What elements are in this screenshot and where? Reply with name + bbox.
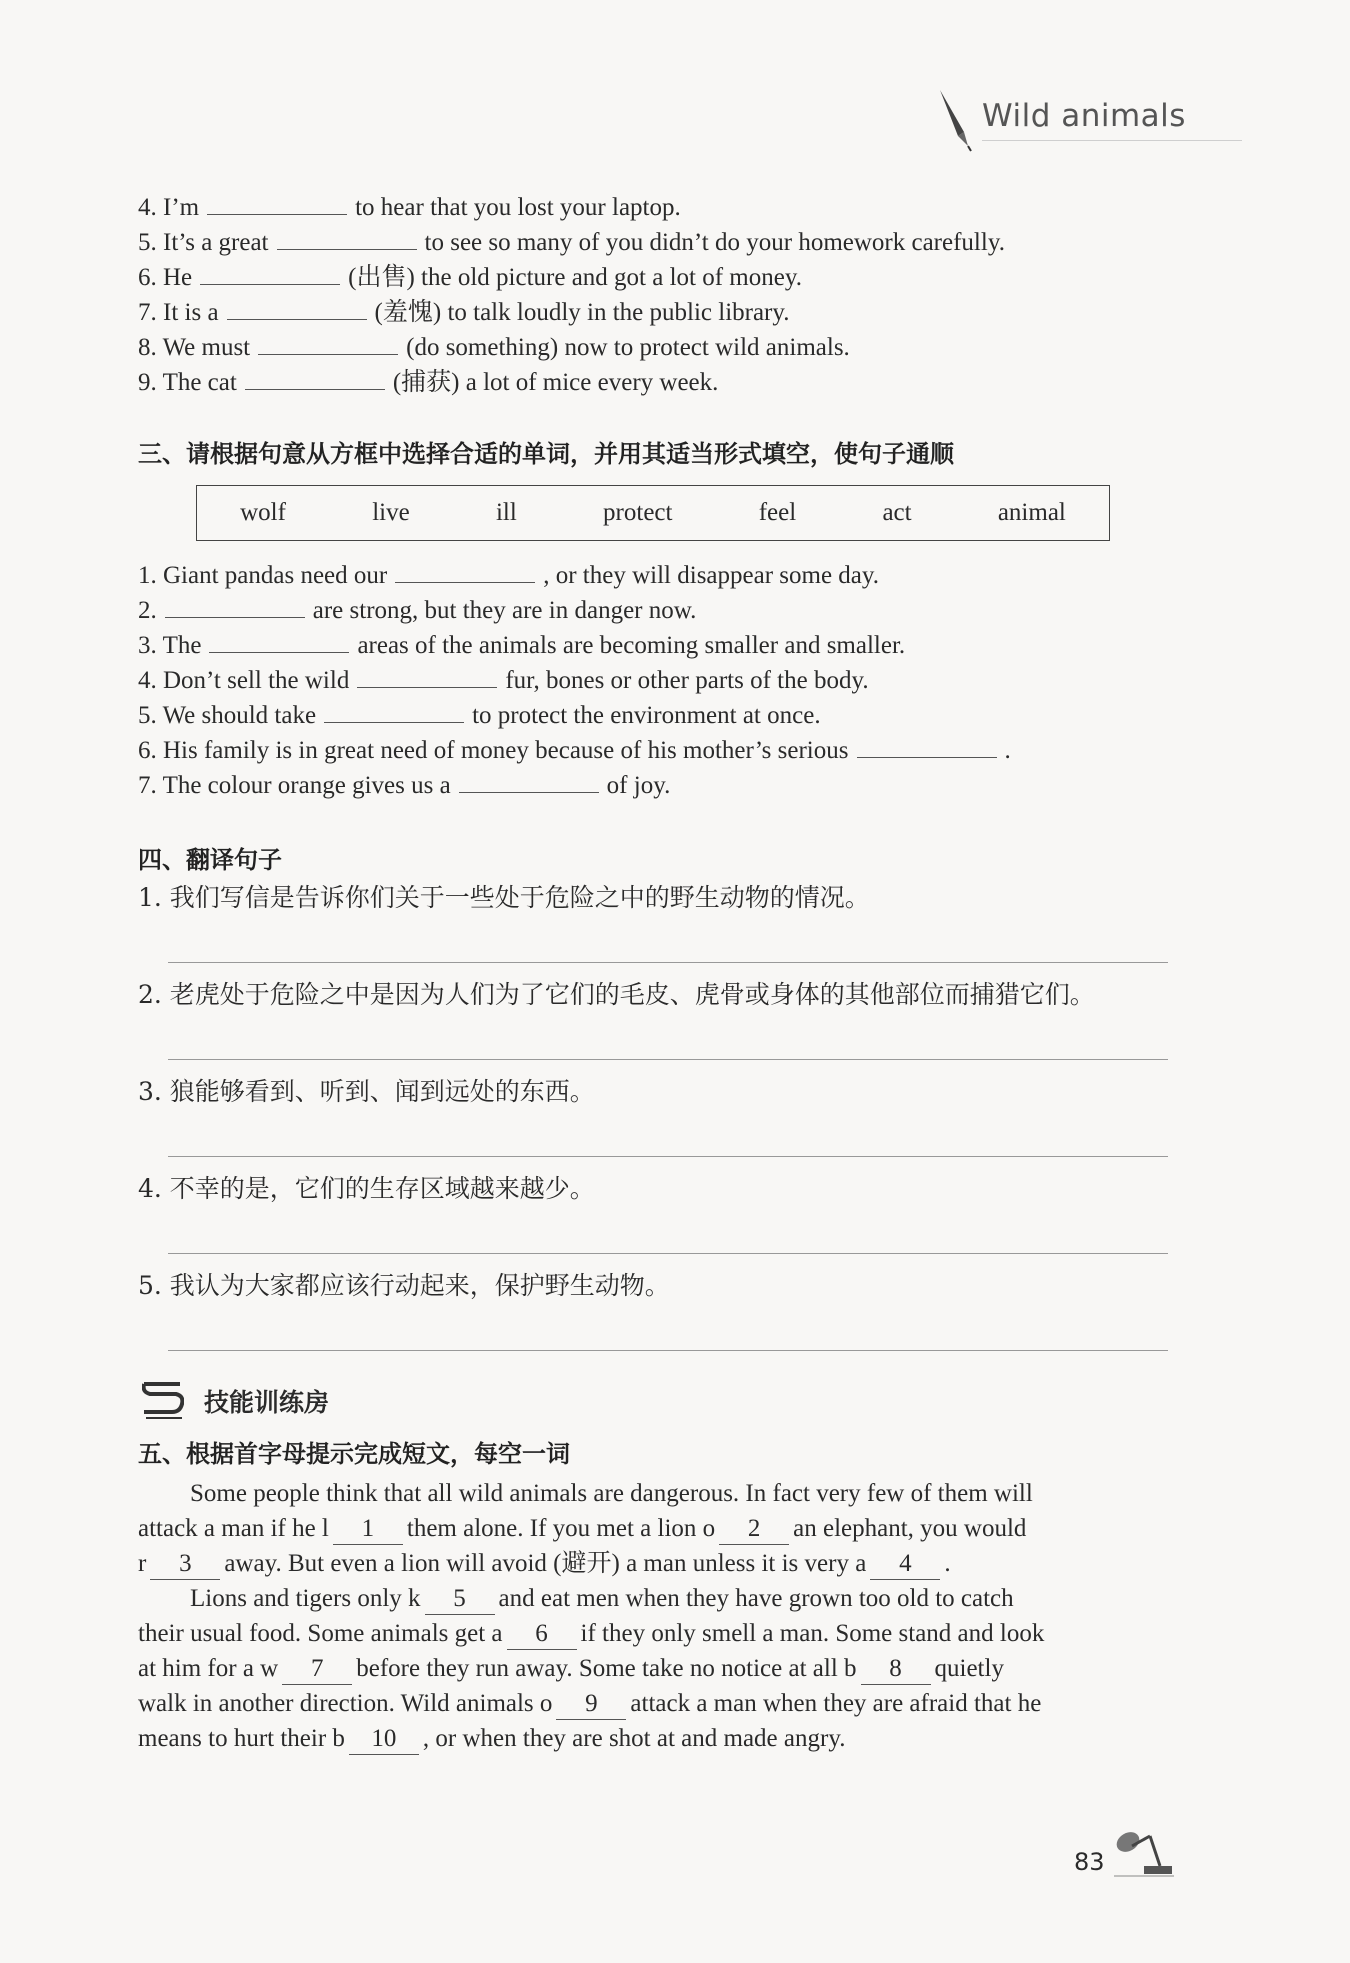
passage-text: means to hurt their b <box>138 1725 345 1752</box>
passage-text: . <box>944 1550 951 1577</box>
translation-prompt: 4. 不幸的是，它们的生存区域越来越少。 <box>138 1174 595 1203</box>
passage-text: Some people think that all wild animals are dangerous. In fact very few of them will <box>190 1480 1033 1507</box>
translation-prompt: 5. 我认为大家都应该行动起来，保护野生动物。 <box>138 1271 670 1300</box>
answer-line[interactable] <box>168 1059 1168 1060</box>
skill-room-icon <box>142 1378 184 1420</box>
numbered-blank[interactable]: 7 <box>282 1656 352 1685</box>
word-bank-item: wolf <box>240 499 286 526</box>
exercise-item: 7. It is a (羞愧) to talk loudly in the public library. <box>138 293 1198 328</box>
numbered-blank[interactable]: 5 <box>425 1586 495 1615</box>
passage-text: walk in another direction. Wild animals o <box>138 1690 553 1717</box>
passage-text: if they only smell a man. Some stand and look <box>580 1620 1045 1647</box>
answer-blank[interactable] <box>245 363 385 390</box>
cloze-passage <box>138 1476 1178 1756</box>
passage-line <box>138 1721 1178 1756</box>
word-bank-item: ill <box>495 499 517 526</box>
translation-prompt: 2. 老虎处于危险之中是因为人们为了它们的毛皮、虎骨或身体的其他部位而捕猎它们。 <box>138 980 1095 1009</box>
numbered-blank[interactable]: 10 <box>349 1726 419 1755</box>
desk-lamp-icon <box>1114 1826 1174 1878</box>
passage-text: their usual food. Some animals get a <box>138 1620 503 1647</box>
exercise-item: 6. His family is in great need of money because of his mother’s serious . <box>138 731 1198 766</box>
answer-line[interactable] <box>168 962 1168 963</box>
numbered-blank[interactable]: 8 <box>861 1656 931 1685</box>
unit-title: Wild animals <box>982 98 1186 134</box>
passage-line <box>138 1616 1178 1651</box>
passage-text: them alone. If you met a lion o <box>406 1515 716 1542</box>
passage-text: r <box>138 1550 147 1577</box>
pen-nib-icon <box>934 88 974 152</box>
answer-blank[interactable] <box>200 258 340 285</box>
answer-blank[interactable] <box>357 661 497 688</box>
page-number: 83 <box>1074 1848 1105 1876</box>
passage-text: and eat men when they have grown too old to catch <box>498 1585 1014 1612</box>
answer-blank[interactable] <box>227 293 367 320</box>
numbered-blank[interactable]: 3 <box>150 1551 220 1580</box>
passage-text: Lions and tigers only k <box>190 1585 421 1612</box>
answer-blank[interactable] <box>324 696 464 723</box>
exercise-item: 5. We should take to protect the environment at once. <box>138 696 1198 731</box>
exercise-item: 6. He (出售) the old picture and got a lot of money. <box>138 258 1198 293</box>
exercise-item: 1. Giant pandas need our , or they will disappear some day. <box>138 556 1198 591</box>
numbered-blank[interactable]: 6 <box>507 1621 577 1650</box>
page-header <box>920 88 1320 158</box>
passage-line <box>138 1476 1178 1511</box>
exercise-item: 2. are strong, but they are in danger now. <box>138 591 1198 626</box>
passage-line <box>138 1546 1178 1581</box>
answer-blank[interactable] <box>459 766 599 793</box>
numbered-blank[interactable]: 4 <box>870 1551 940 1580</box>
exercise-item: 3. The areas of the animals are becoming smaller and smaller. <box>138 626 1198 661</box>
passage-text: quietly <box>934 1655 1004 1682</box>
header-rule <box>982 140 1242 141</box>
numbered-blank[interactable]: 2 <box>719 1516 789 1545</box>
answer-blank[interactable] <box>857 731 997 758</box>
passage-line <box>138 1686 1178 1721</box>
exercise-item: 8. We must (do something) now to protect wild animals. <box>138 328 1198 363</box>
part2-continued <box>138 188 1198 398</box>
passage-text: at him for a w <box>138 1655 279 1682</box>
skill-section-title: 技能训练房 <box>204 1388 330 1417</box>
passage-line <box>138 1651 1178 1686</box>
passage-line <box>138 1581 1178 1616</box>
passage-text: an elephant, you would <box>793 1515 1027 1542</box>
numbered-blank[interactable]: 9 <box>556 1691 626 1720</box>
answer-blank[interactable] <box>165 591 305 618</box>
translation-prompt: 1. 我们写信是告诉你们关于一些处于危险之中的野生动物的情况。 <box>138 883 870 912</box>
passage-text: attack a man when they are afraid that he <box>630 1690 1042 1717</box>
exercise-item: 4. I’m to hear that you lost your laptop. <box>138 188 1198 223</box>
passage-text: before they run away. Some take no notice at all b <box>356 1655 857 1682</box>
answer-blank[interactable] <box>258 328 398 355</box>
answer-blank[interactable] <box>209 626 349 653</box>
answer-line[interactable] <box>168 1156 1168 1157</box>
word-bank-box <box>196 485 1110 541</box>
word-bank-item: act <box>882 499 912 526</box>
word-bank-item: feel <box>758 499 797 526</box>
answer-line[interactable] <box>168 1350 1168 1351</box>
answer-line[interactable] <box>168 1253 1168 1254</box>
exercise-item: 5. It’s a great to see so many of you didn’t do your homework carefully. <box>138 223 1198 258</box>
word-bank-item: animal <box>997 499 1066 526</box>
exercise-item: 7. The colour orange gives us a of joy. <box>138 766 1198 801</box>
passage-text: attack a man if he l <box>138 1515 329 1542</box>
part3-heading: 三、请根据句意从方框中选择合适的单词，并用其适当形式填空，使句子通顺 <box>138 440 954 468</box>
passage-text: away. But even a lion will avoid (避开) a man unless it is very a <box>224 1550 867 1577</box>
answer-blank[interactable] <box>277 223 417 250</box>
numbered-blank[interactable]: 1 <box>333 1516 403 1545</box>
translation-prompt: 3. 狼能够看到、听到、闻到远处的东西。 <box>138 1077 595 1106</box>
exercise-item: 4. Don’t sell the wild fur, bones or other parts of the body. <box>138 661 1198 696</box>
passage-line <box>138 1511 1178 1546</box>
passage-text: , or when they are shot at and made angry. <box>422 1725 846 1752</box>
word-bank-item: live <box>372 499 410 526</box>
answer-blank[interactable] <box>395 556 535 583</box>
part5-heading: 五、根据首字母提示完成短文，每空一词 <box>138 1440 570 1468</box>
exercise-item: 9. The cat (捕获) a lot of mice every week. <box>138 363 1198 398</box>
part4-heading: 四、翻译句子 <box>138 846 282 874</box>
word-bank-item: protect <box>603 499 673 526</box>
part3-items <box>138 556 1198 801</box>
answer-blank[interactable] <box>207 188 347 215</box>
part4-items <box>138 878 1178 1351</box>
